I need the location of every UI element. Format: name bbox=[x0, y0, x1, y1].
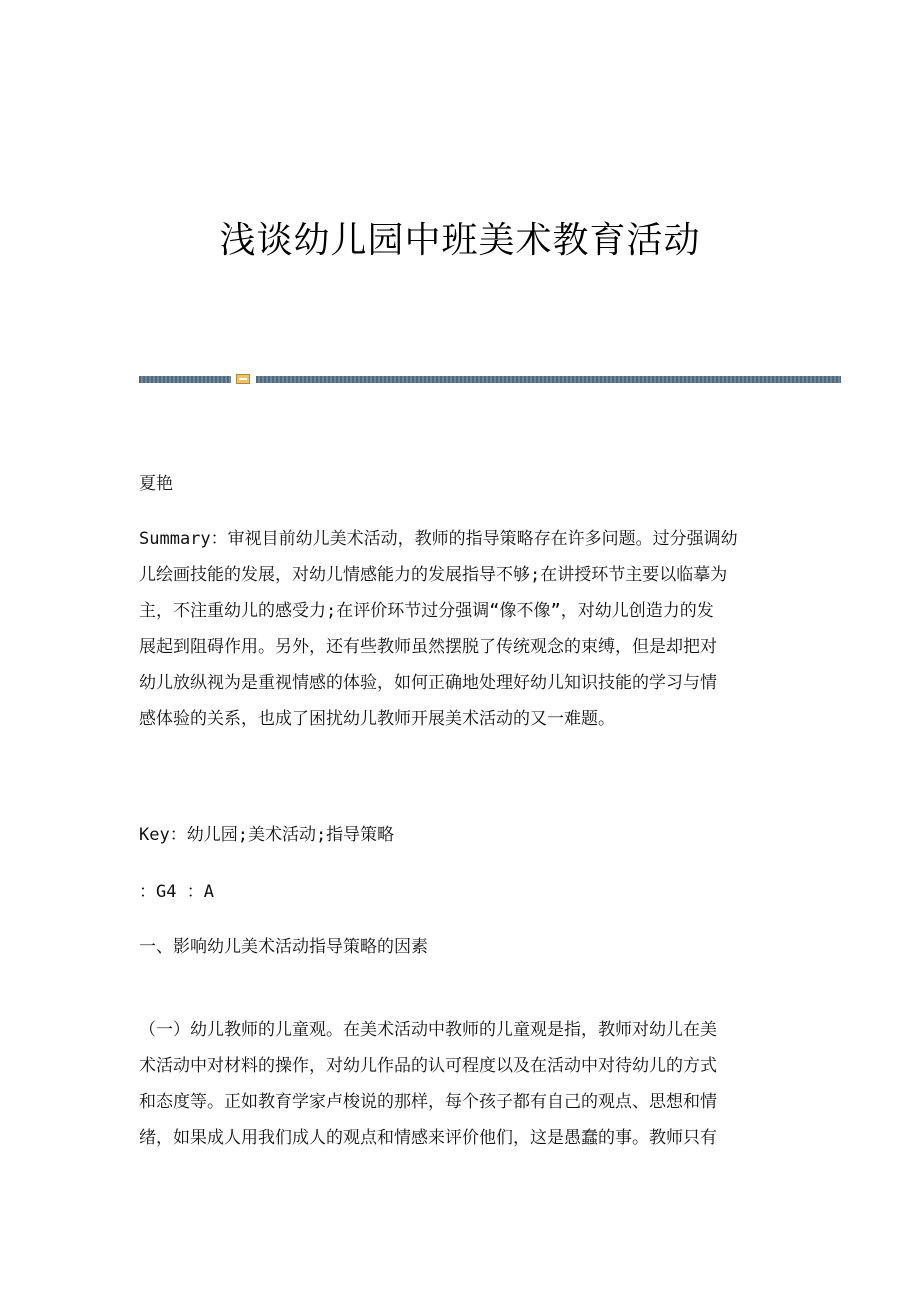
author-name: 夏艳 bbox=[139, 474, 173, 494]
classification bbox=[139, 874, 784, 910]
classification-line: ：G4 ：A bbox=[139, 882, 214, 902]
summary-line: 儿绘画技能的发展，对幼儿情感能力的发展指导不够;在讲授环节主要以临摹为 bbox=[139, 565, 728, 585]
body-paragraph bbox=[139, 1012, 784, 1156]
decorative-divider bbox=[139, 374, 841, 384]
summary-line: 幼儿放纵视为是重视情感的体验，如何正确地处理好幼儿知识技能的学习与情 bbox=[139, 673, 717, 693]
ornament-icon bbox=[236, 374, 250, 384]
summary-paragraph bbox=[139, 521, 784, 737]
keywords bbox=[139, 817, 784, 853]
author bbox=[139, 466, 784, 502]
summary-line: 感体验的关系，也成了困扰幼儿教师开展美术活动的又一难题。 bbox=[139, 709, 615, 729]
summary-line: 展起到阻碍作用。另外，还有些教师虽然摆脱了传统观念的束缚，但是却把对 bbox=[139, 637, 717, 657]
summary-line: Summary：审视目前幼儿美术活动，教师的指导策略存在许多问题。过分强调幼 bbox=[139, 529, 738, 549]
divider-bar-right bbox=[256, 376, 841, 383]
keywords-line: Key：幼儿园;美术活动;指导策略 bbox=[139, 825, 395, 845]
divider-bar-left bbox=[139, 376, 231, 383]
section-heading-line: 一、影响幼儿美术活动指导策略的因素 bbox=[139, 937, 428, 957]
paragraph-line: 和态度等。正如教育学家卢梭说的那样，每个孩子都有自己的观点、思想和情 bbox=[139, 1092, 717, 1112]
document-title: 浅谈幼儿园中班美术教育活动 bbox=[219, 220, 701, 261]
paragraph-line: （一）幼儿教师的儿童观。在美术活动中教师的儿童观是指，教师对幼儿在美 bbox=[139, 1020, 717, 1040]
summary-line: 主，不注重幼儿的感受力;在评价环节过分强调“像不像”，对幼儿创造力的发 bbox=[139, 601, 714, 621]
paragraph-line: 术活动中对材料的操作，对幼儿作品的认可程度以及在活动中对待幼儿的方式 bbox=[139, 1056, 717, 1076]
section-heading bbox=[139, 929, 784, 965]
paragraph-line: 绪，如果成人用我们成人的观点和情感来评价他们，这是愚蠢的事。教师只有 bbox=[139, 1128, 717, 1148]
